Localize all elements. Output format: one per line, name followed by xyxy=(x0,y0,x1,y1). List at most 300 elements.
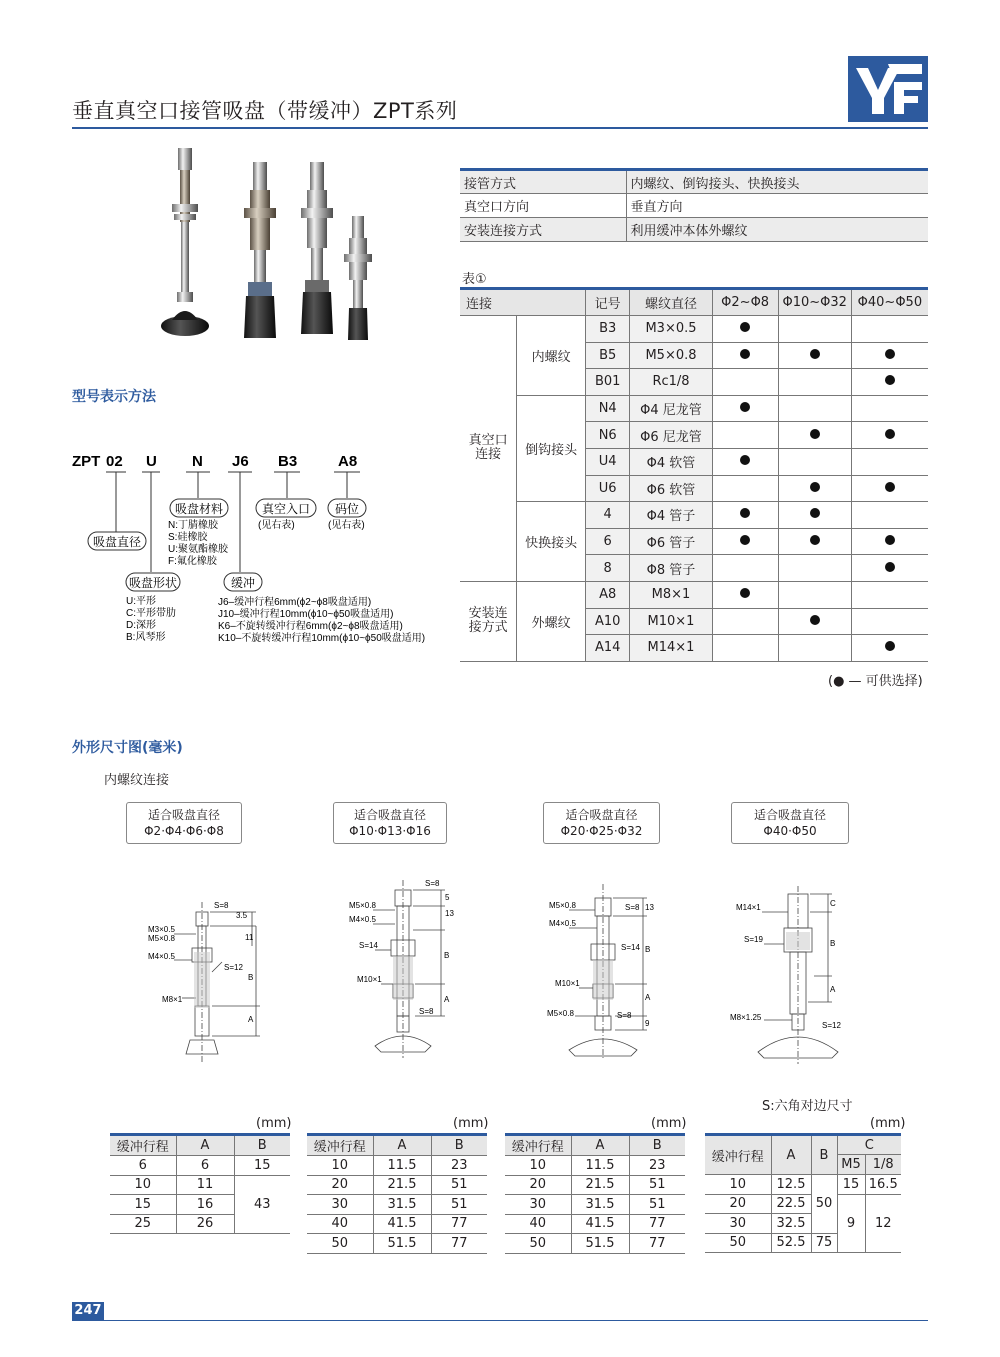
dim-table-3 xyxy=(505,1133,685,1254)
drawing-3 xyxy=(545,880,670,1062)
drawing-label: S=19 xyxy=(744,935,763,944)
header-thread: 螺纹直径 xyxy=(630,289,712,316)
yf-logo-icon xyxy=(848,56,928,122)
cell-a: 26 xyxy=(176,1214,234,1234)
header-b: B xyxy=(431,1135,487,1156)
cell-b: 43 xyxy=(234,1175,290,1234)
drawing-label: S=12 xyxy=(822,1021,841,1030)
available-dot-icon xyxy=(885,349,895,359)
table-row xyxy=(307,1214,487,1234)
drawing-label: B xyxy=(830,939,836,948)
avail-cell xyxy=(851,581,928,608)
size-value: Φ40·Φ50 xyxy=(763,824,817,838)
cell-stroke: 30 xyxy=(705,1214,771,1234)
drawing-label: M10×1 xyxy=(555,979,580,988)
header-c-m5: M5 xyxy=(837,1155,865,1175)
sub-female-thread: 内螺纹 xyxy=(517,316,586,396)
avail-cell xyxy=(851,448,928,475)
avail-cell xyxy=(778,502,851,529)
thread-cell: M5×0.8 xyxy=(630,342,712,369)
cell-stroke: 20 xyxy=(307,1175,373,1195)
drawing-label: S=14 xyxy=(359,941,378,950)
avail-cell xyxy=(778,395,851,422)
thread-cell: M3×0.5 xyxy=(630,316,712,343)
drawing-label: M3×0.5 xyxy=(148,925,175,934)
cell-a: 11 xyxy=(176,1175,234,1195)
table-row xyxy=(460,395,928,422)
code-cell: B01 xyxy=(585,369,629,396)
cell-a: 31.5 xyxy=(571,1195,629,1215)
code-cell: 6 xyxy=(585,528,629,555)
available-dot-icon xyxy=(885,429,895,439)
drawing-label: 9 xyxy=(645,1019,650,1028)
cell-stroke: 50 xyxy=(505,1234,571,1254)
vacuum-note: (见右表) xyxy=(258,520,295,531)
table-row xyxy=(110,1175,290,1195)
avail-cell xyxy=(778,555,851,582)
dim-table-4 xyxy=(705,1133,901,1253)
header-c-18: 1/8 xyxy=(865,1155,901,1175)
available-dot-icon xyxy=(740,535,750,545)
drawing-label: 13 xyxy=(445,909,454,918)
group-label: 真空口连接 xyxy=(468,433,508,463)
thread-cell: Φ4 尼龙管 xyxy=(630,395,712,422)
table-row xyxy=(460,502,928,529)
thread-cell: Φ8 管子 xyxy=(630,555,712,582)
shape-option: U:平形 xyxy=(126,596,156,607)
drawing-label: A xyxy=(645,993,651,1002)
size-box-3 xyxy=(543,802,660,844)
header-b: B xyxy=(811,1135,837,1175)
cell-b: 77 xyxy=(629,1234,685,1254)
code-shape: U xyxy=(146,453,157,470)
group-mount xyxy=(460,581,517,661)
available-dot-icon xyxy=(885,375,895,385)
table-row xyxy=(505,1156,685,1176)
connection-table xyxy=(460,287,928,662)
thread-cell: Φ4 管子 xyxy=(630,502,712,529)
cell-a: 51.5 xyxy=(373,1234,431,1254)
buffer-option: K10–不旋转缓冲行程10mm(ϕ10~ϕ50吸盘适用) xyxy=(218,633,426,644)
header-size-large: Φ40~Φ50 xyxy=(851,289,928,316)
drawing-label: 5 xyxy=(445,893,450,902)
drawing-label: M4×0.5 xyxy=(349,915,376,924)
header-c: C xyxy=(837,1135,901,1155)
cell-b: 51 xyxy=(629,1175,685,1195)
table-row xyxy=(460,316,928,343)
size-label: 适合吸盘直径 xyxy=(353,808,426,822)
spec-value: 利用缓冲本体外螺纹 xyxy=(626,218,928,242)
code-cell: 4 xyxy=(585,502,629,529)
table-header-row xyxy=(307,1135,487,1156)
code-cell: A10 xyxy=(585,608,629,635)
cell-b: 75 xyxy=(811,1233,837,1253)
drawing-label: M4×0.5 xyxy=(148,952,175,961)
drawing-label: S=8 xyxy=(625,903,640,912)
avail-cell xyxy=(851,369,928,396)
avail-cell xyxy=(851,422,928,449)
cell-b: 51 xyxy=(431,1175,487,1195)
size-value: Φ10·Φ13·Φ16 xyxy=(349,824,431,838)
code-cell: N6 xyxy=(585,422,629,449)
cell-stroke: 30 xyxy=(307,1195,373,1215)
avail-cell xyxy=(778,316,851,343)
cell-a: 16 xyxy=(176,1195,234,1215)
cell-b: 51 xyxy=(629,1195,685,1215)
avail-cell xyxy=(851,635,928,662)
hex-note: S:六角对边尺寸 xyxy=(762,1099,853,1114)
avail-cell xyxy=(851,608,928,635)
avail-cell xyxy=(851,528,928,555)
header-stroke: 缓冲行程 xyxy=(505,1135,571,1156)
unit-label: (mm) xyxy=(870,1116,906,1131)
label-diameter: 吸盘直径 xyxy=(92,535,142,549)
code-vacuum: B3 xyxy=(278,453,298,470)
avail-cell xyxy=(712,635,778,662)
header-stroke: 缓冲行程 xyxy=(705,1135,771,1175)
drawing-label: B xyxy=(248,973,254,982)
avail-cell xyxy=(778,369,851,396)
cell-b: 77 xyxy=(629,1214,685,1234)
available-dot-icon xyxy=(810,349,820,359)
table-row xyxy=(460,218,928,242)
table-row xyxy=(505,1175,685,1195)
avail-cell xyxy=(778,608,851,635)
code-cell: A14 xyxy=(585,635,629,662)
material-option: F:氟化橡胶 xyxy=(168,556,217,567)
product-photo xyxy=(150,142,420,348)
drawing-label: M5×0.8 xyxy=(349,901,376,910)
available-dot-icon xyxy=(740,322,750,332)
cell-b: 51 xyxy=(431,1195,487,1215)
drawing-label: M14×1 xyxy=(736,903,761,912)
cell-a: 51.5 xyxy=(571,1234,629,1254)
drawing-label: S=14 xyxy=(621,943,640,952)
avail-cell xyxy=(778,422,851,449)
group-vacuum-port xyxy=(460,316,517,582)
size-box-4 xyxy=(731,802,849,844)
avail-cell xyxy=(851,555,928,582)
available-dot-icon xyxy=(810,615,820,625)
drawing-label: S=12 xyxy=(224,963,243,972)
cell-a: 12.5 xyxy=(771,1175,811,1195)
code-cell: 8 xyxy=(585,555,629,582)
label-material: 吸盘材料 xyxy=(174,502,224,516)
available-dot-icon xyxy=(810,508,820,518)
dim-table-1 xyxy=(110,1133,290,1234)
thread-cell: Φ6 软管 xyxy=(630,475,712,502)
available-dot-icon xyxy=(885,535,895,545)
sub-quick-fitting: 快换接头 xyxy=(517,502,586,582)
header-a: A xyxy=(771,1135,811,1175)
size-label: 适合吸盘直径 xyxy=(753,808,826,822)
avail-cell xyxy=(851,395,928,422)
avail-cell xyxy=(712,316,778,343)
spec-value: 垂直方向 xyxy=(626,194,928,218)
avail-cell xyxy=(712,502,778,529)
code-cell: A8 xyxy=(585,581,629,608)
drawing-label: B xyxy=(645,945,651,954)
spec-key: 真空口方向 xyxy=(460,194,626,218)
code-diameter: 02 xyxy=(106,453,123,470)
drawing-label: M4×0.5 xyxy=(549,919,576,928)
available-dot-icon xyxy=(810,429,820,439)
avail-cell xyxy=(712,581,778,608)
avail-cell xyxy=(778,528,851,555)
header-connection: 连接 xyxy=(460,289,585,316)
cell-b: 23 xyxy=(629,1156,685,1176)
size-box-1 xyxy=(126,802,242,844)
avail-cell xyxy=(712,369,778,396)
cell-b: 50 xyxy=(811,1175,837,1234)
available-dot-icon xyxy=(885,641,895,651)
thread-cell: M10×1 xyxy=(630,608,712,635)
code-cell: N4 xyxy=(585,395,629,422)
label-thread: 码位 xyxy=(334,502,360,516)
cell-stroke: 20 xyxy=(505,1175,571,1195)
cell-stroke: 10 xyxy=(705,1175,771,1195)
unit-label: (mm) xyxy=(256,1116,292,1131)
table-row xyxy=(307,1175,487,1195)
spec-value: 内螺纹、倒钩接头、快换接头 xyxy=(626,170,928,194)
available-dot-icon xyxy=(740,588,750,598)
drawing-1 xyxy=(140,890,270,1065)
page-number: 247 xyxy=(72,1302,104,1320)
drawing-2 xyxy=(345,876,465,1060)
avail-cell xyxy=(712,475,778,502)
cell-a: 21.5 xyxy=(373,1175,431,1195)
buffer-option: J10–缓冲行程10mm(ϕ10~ϕ50吸盘适用) xyxy=(218,609,394,620)
table-row xyxy=(505,1214,685,1234)
drawing-4 xyxy=(728,884,858,1066)
drawing-label: 11 xyxy=(245,933,254,942)
cell-stroke: 10 xyxy=(307,1156,373,1176)
available-dot-icon xyxy=(740,349,750,359)
avail-cell xyxy=(712,528,778,555)
drawing-label: 13 xyxy=(645,903,654,912)
table-row xyxy=(460,581,928,608)
header-size-medium: Φ10~Φ32 xyxy=(778,289,851,316)
cell-b: 15 xyxy=(234,1156,290,1176)
table-header-row xyxy=(505,1135,685,1156)
cell-stroke: 30 xyxy=(505,1195,571,1215)
avail-cell xyxy=(778,635,851,662)
table-row xyxy=(307,1234,487,1254)
drawing-label: S=8 xyxy=(214,901,229,910)
drawing-label: S=8 xyxy=(617,1011,632,1020)
available-dot-icon xyxy=(810,482,820,492)
spec-key: 接管方式 xyxy=(460,170,626,194)
avail-cell xyxy=(851,316,928,343)
model-code-diagram xyxy=(60,440,460,660)
cell-stroke: 20 xyxy=(705,1194,771,1214)
cell-stroke: 15 xyxy=(110,1195,176,1215)
cell-stroke: 40 xyxy=(307,1214,373,1234)
table-row xyxy=(705,1175,901,1195)
table-row xyxy=(505,1234,685,1254)
model-section-title: 型号表示方法 xyxy=(72,389,156,405)
thread-note: (见右表) xyxy=(328,520,365,531)
footer-rule xyxy=(72,1320,928,1321)
label-shape: 吸盘形状 xyxy=(128,576,178,590)
cell-a: 6 xyxy=(176,1156,234,1176)
header-rule xyxy=(72,127,928,129)
header-b: B xyxy=(234,1135,290,1156)
size-value: Φ20·Φ25·Φ32 xyxy=(560,824,643,838)
buffer-option: K6–不旋转缓冲行程6mm(ϕ2~ϕ8吸盘适用) xyxy=(218,621,403,632)
shape-option: B:风琴形 xyxy=(126,632,166,643)
cell-a: 32.5 xyxy=(771,1214,811,1234)
avail-cell xyxy=(778,342,851,369)
code-buffer: J6 xyxy=(232,453,249,470)
page-title: 垂直真空口接管吸盘（带缓冲）ZPT系列 xyxy=(72,99,458,123)
cell-a: 11.5 xyxy=(571,1156,629,1176)
table-row xyxy=(110,1156,290,1176)
header-stroke: 缓冲行程 xyxy=(110,1135,176,1156)
table-header-row xyxy=(110,1135,290,1156)
avail-cell xyxy=(851,502,928,529)
size-label: 适合吸盘直径 xyxy=(565,808,638,822)
available-dot-icon xyxy=(740,402,750,412)
avail-cell xyxy=(712,422,778,449)
table-row xyxy=(460,194,928,218)
table-header-row xyxy=(460,289,928,316)
shape-option: D:深形 xyxy=(126,620,156,631)
header-code: 记号 xyxy=(585,289,629,316)
available-dot-icon xyxy=(885,562,895,572)
drawing-label: C xyxy=(830,899,836,908)
avail-cell xyxy=(712,555,778,582)
thread-cell: Φ6 尼龙管 xyxy=(630,422,712,449)
avail-cell xyxy=(778,475,851,502)
header-b: B xyxy=(629,1135,685,1156)
drawing-label: M5×0.8 xyxy=(148,934,175,943)
sub-barb-fitting: 倒钩接头 xyxy=(517,395,586,501)
cell-stroke: 50 xyxy=(307,1234,373,1254)
code-cell: U4 xyxy=(585,448,629,475)
cell-stroke: 50 xyxy=(705,1233,771,1253)
size-box-2 xyxy=(333,802,447,844)
code-cell: U6 xyxy=(585,475,629,502)
group-label: 安装连接方式 xyxy=(468,606,508,636)
table-row xyxy=(505,1195,685,1215)
code-cell: B5 xyxy=(585,342,629,369)
drawing-label: S=8 xyxy=(425,879,440,888)
unit-label: (mm) xyxy=(453,1116,489,1131)
code-thread: A8 xyxy=(338,453,358,470)
drawing-label: M10×1 xyxy=(357,975,382,984)
code-cell: B3 xyxy=(585,316,629,343)
shape-option: C:平形带肋 xyxy=(126,608,176,619)
dim-table-2 xyxy=(307,1133,487,1254)
table-header-row xyxy=(705,1135,901,1155)
spec-table xyxy=(460,168,928,242)
drawing-label: M8×1.25 xyxy=(730,1013,762,1022)
material-option: U:聚氨酯橡胶 xyxy=(168,544,228,555)
cell-stroke: 40 xyxy=(505,1214,571,1234)
drawing-label: 3.5 xyxy=(236,911,248,920)
table-row xyxy=(307,1195,487,1215)
avail-cell xyxy=(851,342,928,369)
drawing-label: M5×0.8 xyxy=(549,901,576,910)
thread-cell: Rc1/8 xyxy=(630,369,712,396)
cell-c-m5: 15 xyxy=(837,1175,865,1195)
size-value: Φ2·Φ4·Φ6·Φ8 xyxy=(144,824,224,838)
cell-stroke: 10 xyxy=(110,1175,176,1195)
avail-cell xyxy=(712,395,778,422)
size-label: 适合吸盘直径 xyxy=(147,808,220,822)
drawing-label: A xyxy=(830,985,836,994)
cell-c-m5: 9 xyxy=(837,1194,865,1253)
unit-label: (mm) xyxy=(651,1116,687,1131)
label-buffer: 缓冲 xyxy=(230,576,256,590)
thread-cell: M8×1 xyxy=(630,581,712,608)
cell-b: 77 xyxy=(431,1214,487,1234)
drawing-label: M5×0.8 xyxy=(547,1009,574,1018)
cell-stroke: 6 xyxy=(110,1156,176,1176)
cell-b: 23 xyxy=(431,1156,487,1176)
header-stroke: 缓冲行程 xyxy=(307,1135,373,1156)
cell-a: 41.5 xyxy=(571,1214,629,1234)
cell-c-18: 12 xyxy=(865,1194,901,1253)
table-row xyxy=(460,170,928,194)
sub-male-thread: 外螺纹 xyxy=(517,581,586,661)
cell-b: 77 xyxy=(431,1234,487,1254)
header-a: A xyxy=(176,1135,234,1156)
code-series: ZPT xyxy=(72,453,101,470)
cell-c-18: 16.5 xyxy=(865,1175,901,1195)
drawing-label: B xyxy=(444,951,450,960)
drawing-label: A xyxy=(248,1015,254,1024)
cell-a: 11.5 xyxy=(373,1156,431,1176)
available-dot-icon xyxy=(740,455,750,465)
drawing-label: A xyxy=(444,995,450,1004)
avail-cell xyxy=(712,608,778,635)
avail-cell xyxy=(851,475,928,502)
code-material: N xyxy=(192,453,203,470)
drawing-label: M8×1 xyxy=(162,995,183,1004)
material-option: S:硅橡胶 xyxy=(168,532,208,543)
thread-cell: Φ4 软管 xyxy=(630,448,712,475)
cell-stroke: 10 xyxy=(505,1156,571,1176)
cell-a: 52.5 xyxy=(771,1233,811,1253)
drawing-label: S=8 xyxy=(419,1007,434,1016)
label-vacuum: 真空入口 xyxy=(261,502,311,516)
cell-stroke: 25 xyxy=(110,1214,176,1234)
available-dot-icon xyxy=(885,482,895,492)
header-size-small: Φ2~Φ8 xyxy=(712,289,778,316)
table1-label: 表① xyxy=(462,272,487,287)
spec-key: 安装连接方式 xyxy=(460,218,626,242)
avail-cell xyxy=(778,448,851,475)
avail-cell xyxy=(778,581,851,608)
cell-a: 31.5 xyxy=(373,1195,431,1215)
available-dot-icon xyxy=(740,508,750,518)
header-a: A xyxy=(373,1135,431,1156)
avail-cell xyxy=(712,448,778,475)
thread-cell: M14×1 xyxy=(630,635,712,662)
avail-cell xyxy=(712,342,778,369)
legend-note: (● — 可供选择) xyxy=(828,674,923,689)
table-row xyxy=(307,1156,487,1176)
cell-a: 22.5 xyxy=(771,1194,811,1214)
available-dot-icon xyxy=(810,535,820,545)
thread-cell: Φ6 管子 xyxy=(630,528,712,555)
cell-a: 41.5 xyxy=(373,1214,431,1234)
dim-section-title: 外形尺寸图(毫米) xyxy=(72,740,183,756)
cell-a: 21.5 xyxy=(571,1175,629,1195)
dim-subtitle: 内螺纹连接 xyxy=(104,773,170,788)
